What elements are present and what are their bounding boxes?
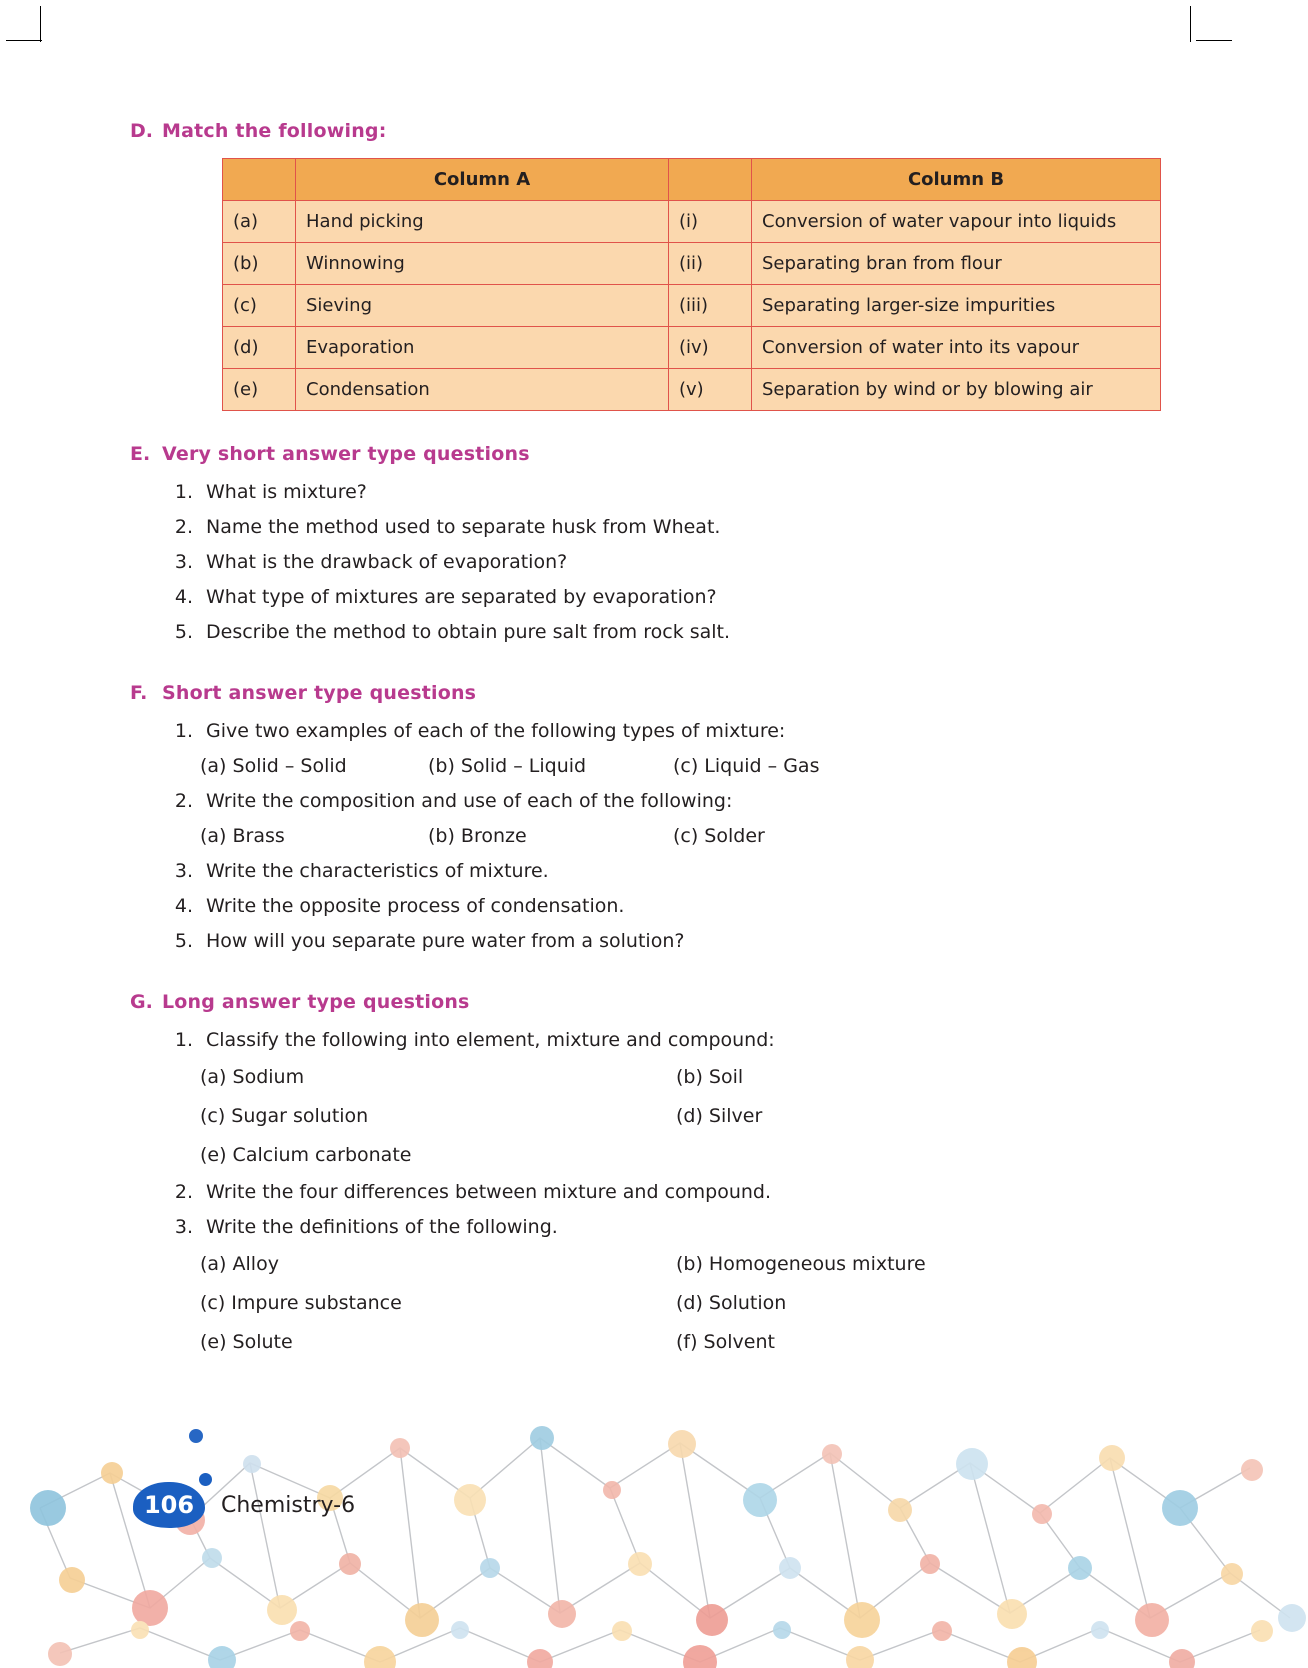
option-a: (a) Alloy [200, 1253, 279, 1275]
question-options-row [200, 819, 1090, 854]
question-number: 4. [174, 895, 193, 917]
crop-mark-right-top [1196, 40, 1232, 41]
row-column-a: Winnowing [296, 243, 669, 285]
short-answer-question-list-2 [168, 784, 1090, 819]
row-label-b: (ii) [669, 243, 752, 285]
row-label-b: (i) [669, 201, 752, 243]
page-number: 106 [133, 1482, 205, 1528]
list-item [168, 924, 1090, 959]
crop-mark-left-top [6, 40, 42, 41]
section-letter: G. [130, 991, 153, 1013]
option-a: (a) Sodium [200, 1066, 305, 1088]
crop-mark-top-right [1190, 6, 1191, 42]
section-title: Short answer type questions [162, 682, 477, 704]
list-item [168, 615, 1090, 650]
question-number: 2. [174, 790, 193, 812]
option-d: (d) Silver [676, 1105, 763, 1127]
row-label-b: (v) [669, 369, 752, 411]
question-number: 3. [174, 860, 193, 882]
section-heading-e [130, 443, 1090, 465]
question-text: What type of mixtures are separated by evaporation? [206, 586, 717, 608]
list-item [168, 854, 1090, 889]
table-row [223, 243, 1161, 285]
question-text: What is the drawback of evaporation? [206, 551, 568, 573]
table-row [223, 327, 1161, 369]
option-a: (a) Solid – Solid [200, 755, 347, 777]
option-c: (c) Impure substance [200, 1292, 402, 1314]
option-b: (b) Bronze [428, 825, 527, 847]
question-text: Describe the method to obtain pure salt from rock salt. [206, 621, 731, 643]
option-d: (d) Solution [676, 1292, 787, 1314]
row-column-b: Separating bran from flour [752, 243, 1161, 285]
match-the-following-table [222, 158, 1161, 411]
question-text: Write the characteristics of mixture. [206, 860, 549, 882]
option-c: (c) Liquid – Gas [673, 755, 820, 777]
question-options-row [200, 749, 1090, 784]
crop-mark-top-left [40, 6, 41, 42]
row-column-b: Conversion of water vapour into liquids [752, 201, 1161, 243]
footer-subject-label: Chemistry-6 [221, 1492, 356, 1518]
option-c: (c) Sugar solution [200, 1105, 369, 1127]
question-number: 1. [174, 720, 193, 742]
row-column-b: Separating larger-size impurities [752, 285, 1161, 327]
row-label-a: (c) [223, 285, 296, 327]
row-column-b: Separation by wind or by blowing air [752, 369, 1161, 411]
match-the-following-table-wrap [222, 158, 1117, 411]
question-options-row [200, 1136, 1090, 1175]
question-text: Write the opposite process of condensation. [206, 895, 625, 917]
section-heading-f [130, 682, 1090, 704]
question-text: What is mixture? [206, 481, 367, 503]
option-e: (e) Solute [200, 1331, 293, 1353]
list-item [168, 889, 1090, 924]
question-options-row [200, 1097, 1090, 1136]
list-item [168, 1023, 1090, 1058]
option-b: (b) Solid – Liquid [428, 755, 587, 777]
column-header-blank-a [223, 159, 296, 201]
question-number: 3. [174, 551, 193, 573]
section-heading-g [130, 991, 1090, 1013]
question-text: Write the four differences between mixture and compound. [206, 1181, 772, 1203]
option-e: (e) Calcium carbonate [200, 1144, 412, 1166]
question-options-row [200, 1245, 1090, 1284]
row-label-a: (b) [223, 243, 296, 285]
section-title: Long answer type questions [162, 991, 470, 1013]
list-item [168, 545, 1090, 580]
section-title: Match the following: [162, 120, 387, 142]
row-label-a: (d) [223, 327, 296, 369]
option-b: (b) Soil [676, 1066, 744, 1088]
row-column-a: Condensation [296, 369, 669, 411]
section-heading-d [130, 120, 1090, 142]
question-number: 1. [174, 481, 193, 503]
question-text: Write the composition and use of each of the following: [206, 790, 733, 812]
row-column-a: Sieving [296, 285, 669, 327]
question-options-row [200, 1058, 1090, 1097]
option-c: (c) Solder [673, 825, 765, 847]
page-number-badge [133, 1482, 355, 1528]
option-a: (a) Brass [200, 825, 285, 847]
row-label-a: (e) [223, 369, 296, 411]
list-item [168, 475, 1090, 510]
list-item [168, 1175, 1090, 1210]
table-row [223, 369, 1161, 411]
page-content [130, 120, 1117, 1362]
question-text: Give two examples of each of the following types of mixture: [206, 720, 786, 742]
question-number: 2. [174, 1181, 193, 1203]
question-number: 4. [174, 586, 193, 608]
very-short-question-list [168, 475, 1090, 650]
option-blank [676, 1136, 1090, 1175]
list-item [168, 1210, 1090, 1245]
section-letter: E. [130, 443, 151, 465]
section-letter: D. [130, 120, 153, 142]
question-number: 2. [174, 516, 193, 538]
row-column-a: Hand picking [296, 201, 669, 243]
column-header-a: Column A [296, 159, 669, 201]
question-number: 5. [174, 930, 193, 952]
option-b: (b) Homogeneous mixture [676, 1253, 926, 1275]
list-item [168, 510, 1090, 545]
table-header-row [223, 159, 1161, 201]
row-column-a: Evaporation [296, 327, 669, 369]
list-item [168, 580, 1090, 615]
column-header-b: Column B [752, 159, 1161, 201]
row-column-b: Conversion of water into its vapour [752, 327, 1161, 369]
question-options-row [200, 1284, 1090, 1323]
long-answer-question-list [168, 1023, 1090, 1058]
table-row [223, 285, 1161, 327]
section-title: Very short answer type questions [162, 443, 530, 465]
question-text: Name the method used to separate husk from Wheat. [206, 516, 721, 538]
option-f: (f) Solvent [676, 1331, 775, 1353]
list-item [168, 784, 1090, 819]
list-item [168, 714, 1090, 749]
row-label-a: (a) [223, 201, 296, 243]
question-options-row [200, 1323, 1090, 1362]
row-label-b: (iv) [669, 327, 752, 369]
question-text: How will you separate pure water from a solution? [206, 930, 685, 952]
question-number: 1. [174, 1029, 193, 1051]
question-number: 3. [174, 1216, 193, 1238]
row-label-b: (iii) [669, 285, 752, 327]
question-text: Write the definitions of the following. [206, 1216, 558, 1238]
question-number: 5. [174, 621, 193, 643]
long-answer-question-list-2 [168, 1175, 1090, 1245]
section-letter: F. [130, 682, 148, 704]
column-header-blank-b [669, 159, 752, 201]
short-answer-question-list-3 [168, 854, 1090, 959]
table-row [223, 201, 1161, 243]
short-answer-question-list [168, 714, 1090, 749]
question-text: Classify the following into element, mixture and compound: [206, 1029, 775, 1051]
